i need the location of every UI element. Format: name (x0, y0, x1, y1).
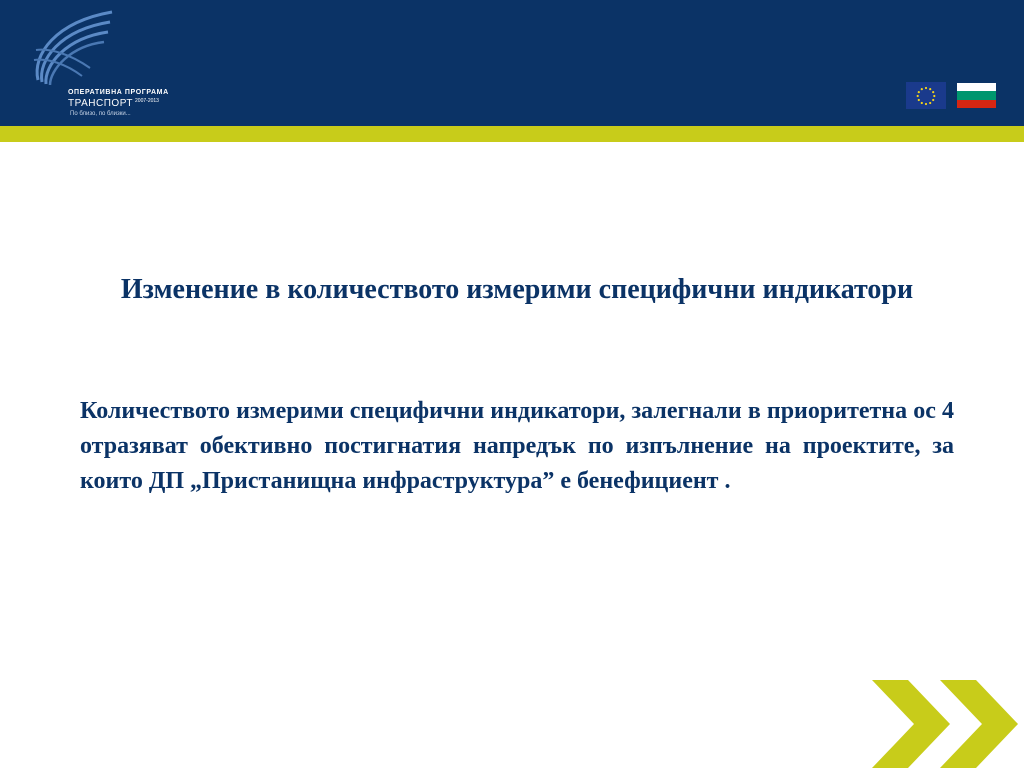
header-band (0, 0, 1024, 126)
slide-body-text: Количеството измерими специфични индикатори, залегнали в приоритетна ос 4 отразяват обективно постигнатия напредък по изпълнение на проектите, за които ДП „Пристанищна инфраструктура” е бенефициент . (80, 398, 954, 494)
logo-program-name (68, 98, 159, 109)
flag-stripe-red (957, 100, 996, 108)
logo-tagline: По близо, по близки... (70, 111, 131, 117)
logo-years: 2007-2013 (135, 98, 159, 104)
logo-program-name-text: ТРАНСПОРТ (68, 98, 134, 109)
bulgaria-flag-icon (956, 82, 997, 109)
accent-bar (0, 126, 1024, 142)
flag-stripe-white (957, 83, 996, 91)
slide-title: Изменение в количеството измерими специфични индикатори (120, 274, 914, 305)
swoosh-logo-icon (30, 10, 120, 90)
flag-stripe-green (957, 91, 996, 99)
eu-flag-icon (906, 82, 946, 109)
double-chevron-right-icon (872, 680, 1024, 768)
logo-program-label: ОПЕРАТИВНА ПРОГРАМА (68, 89, 169, 96)
program-logo (30, 10, 190, 120)
